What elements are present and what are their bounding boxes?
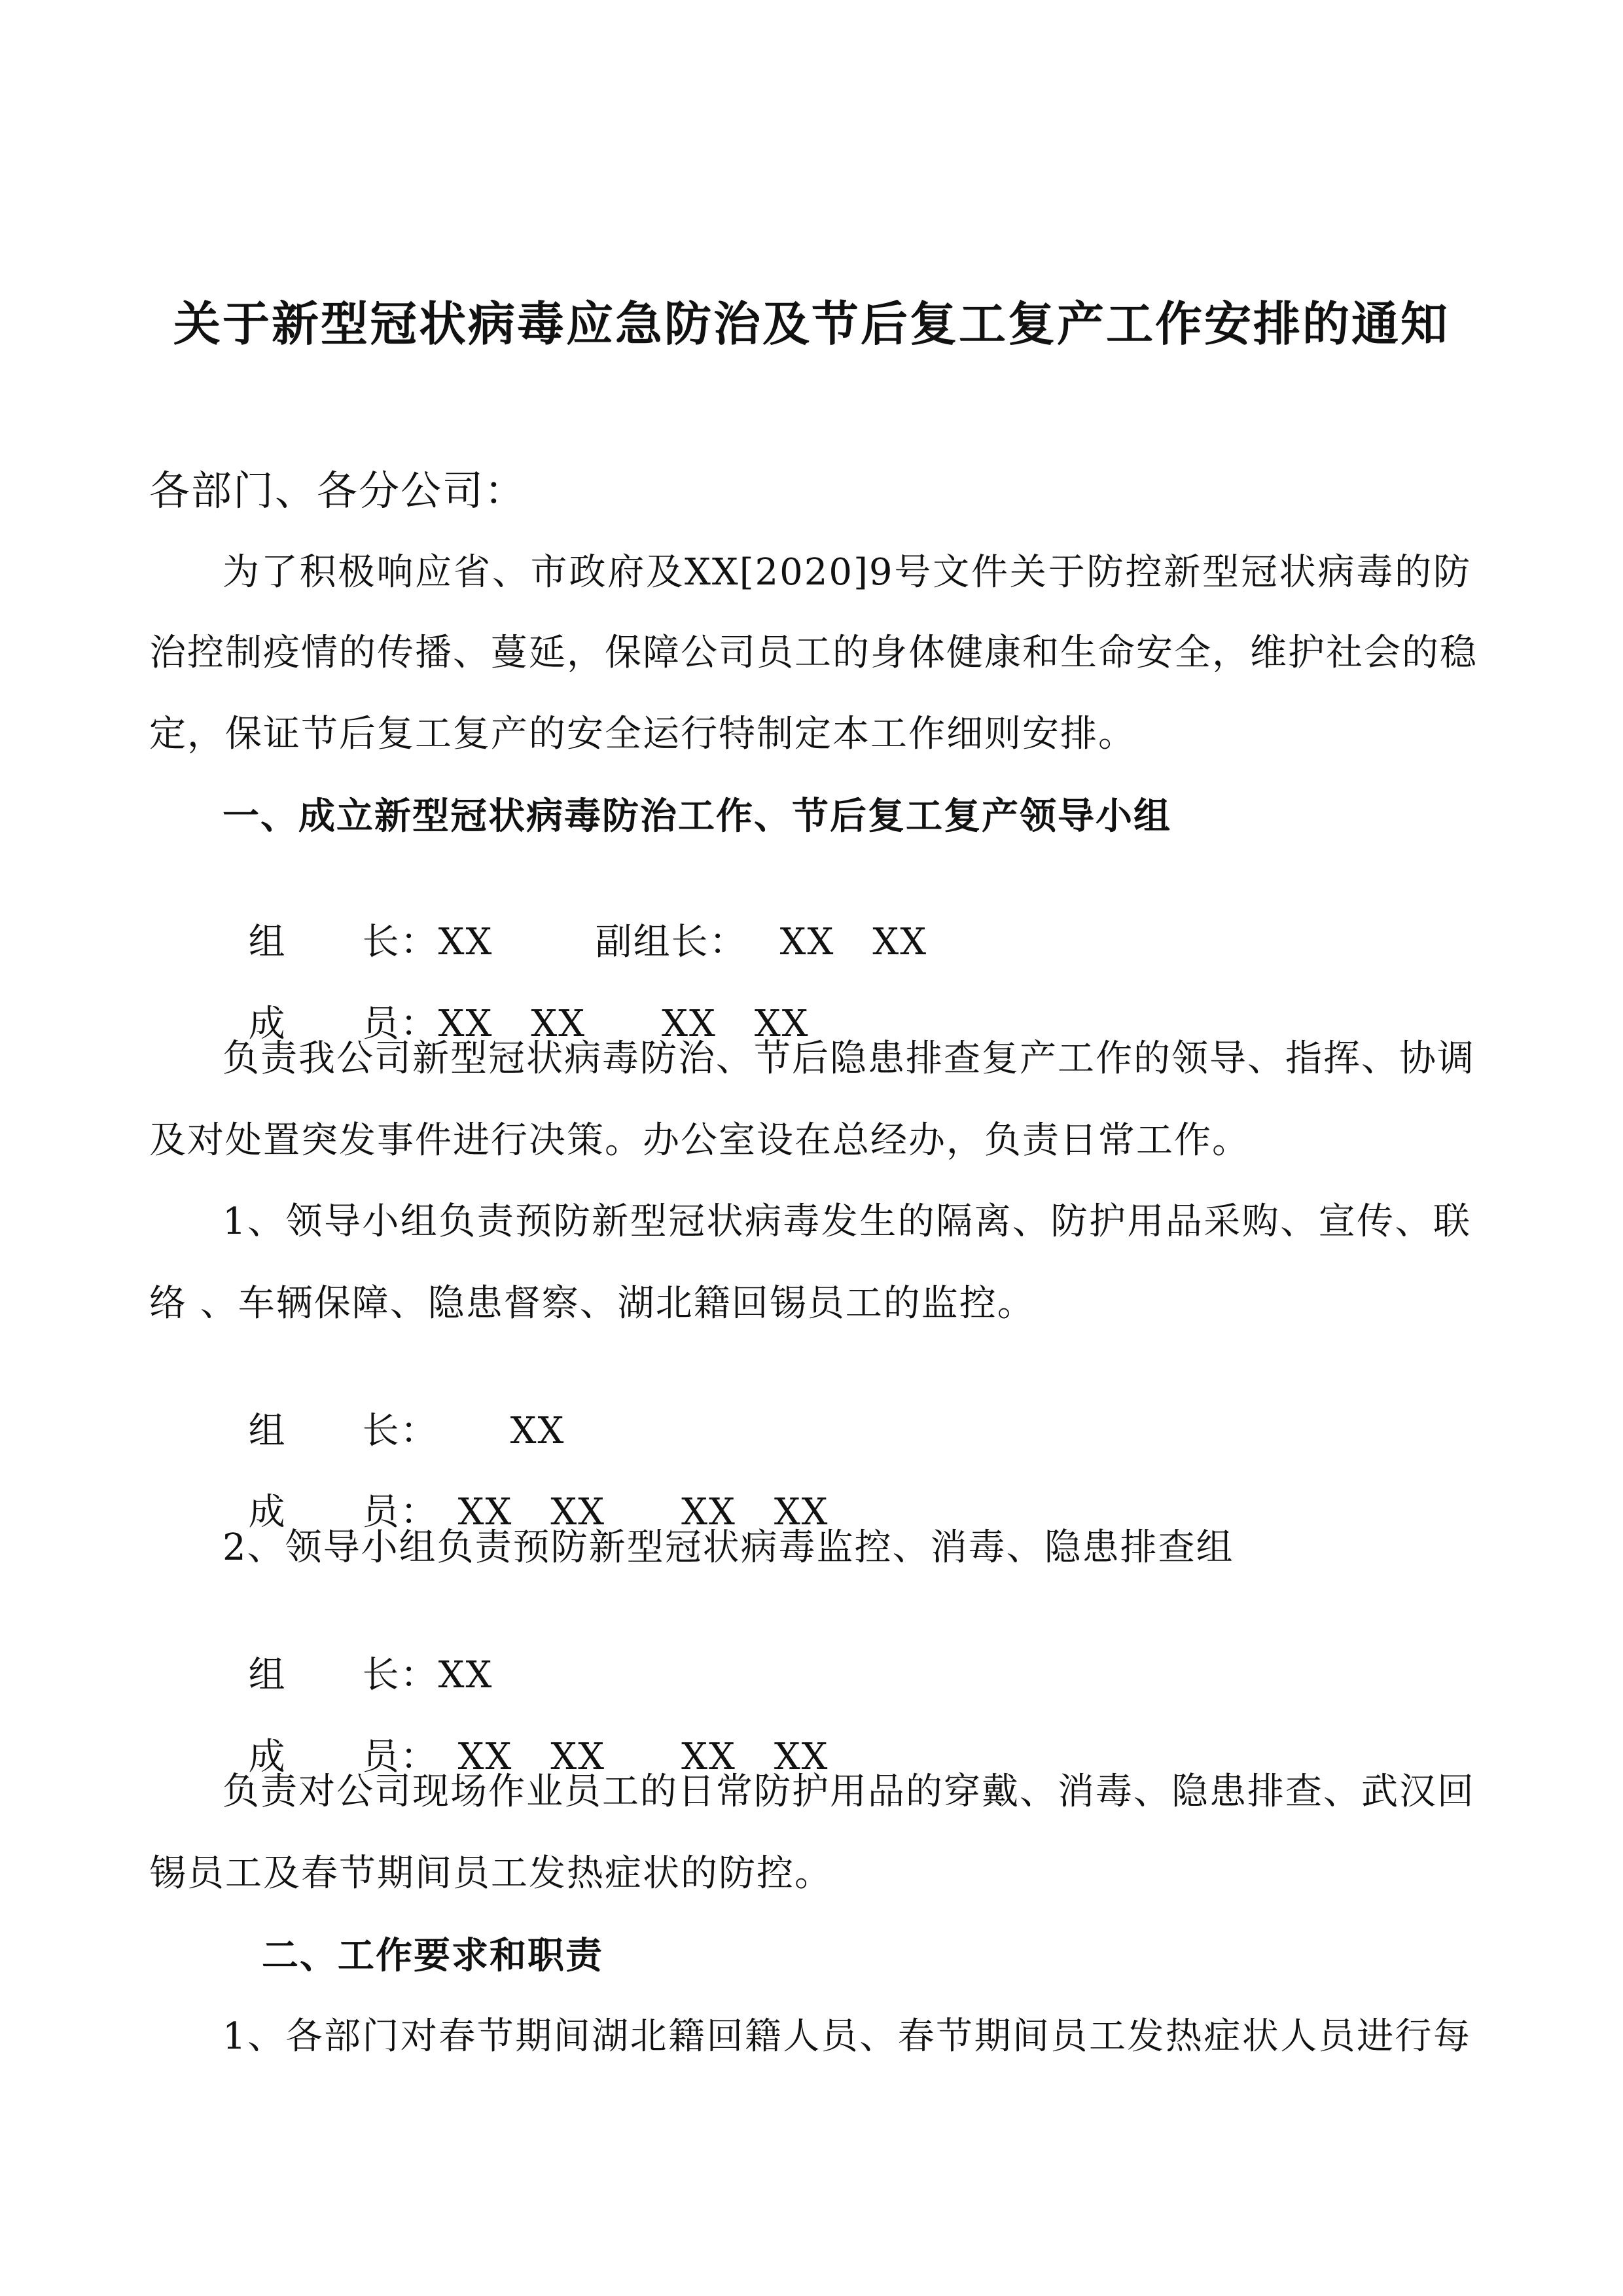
item2-leader-value: XX <box>438 1654 493 1696</box>
section1-deputy-row <box>569 874 927 965</box>
section1-duty-line-2: 及对处置突发事件进行决策。办公室设在总经办，负责日常工作。 <box>149 1119 1250 1162</box>
members-value: XX XX XX XX <box>438 1003 810 1045</box>
deputy-value: XX XX <box>779 921 928 963</box>
section1-heading: 一、成立新型冠状病毒防治工作、节后复工复产领导小组 <box>223 795 1171 838</box>
item2-duty-line-1: 负责对公司现场作业员工的日常防护用品的穿戴、消毒、隐患排查、武汉回 <box>223 1770 1475 1813</box>
salutation: 各部门、各分公司： <box>149 467 527 514</box>
item1-leader-row <box>223 1363 565 1454</box>
item1-members-label: 成 员： <box>248 1491 438 1534</box>
section1-members-row <box>223 956 810 1047</box>
intro-line-1: 为了积极响应省、市政府及XX[2020]9号文件关于防控新型冠状病毒的防 <box>223 551 1471 594</box>
item1-members-row <box>223 1444 829 1535</box>
section1-duty-line-1: 负责我公司新型冠状病毒防治、节后隐患排查复产工作的领导、指挥、协调 <box>223 1037 1475 1080</box>
item2-duty-line-2: 锡员工及春节期间员工发热症状的防控。 <box>149 1852 832 1895</box>
deputy-label: 副组长： <box>595 921 747 963</box>
section2-heading: 二、工作要求和职责 <box>262 1934 603 1977</box>
item2-leader-row <box>223 1607 493 1698</box>
item1-leader-label: 组 长： <box>248 1410 438 1452</box>
item2-line: 2、领导小组负责预防新型冠状病毒监控、消毒、隐患排查组 <box>223 1526 1234 1569</box>
intro-line-3: 定，保证节后复工复产的安全运行特制定本工作细则安排。 <box>149 713 1136 755</box>
intro-line-2: 治控制疫情的传播、蔓延，保障公司员工的身体健康和生命安全，维护社会的稳 <box>149 632 1478 674</box>
item2-leader-label: 组 长： <box>248 1654 438 1696</box>
document-title: 关于新型冠状病毒应急防治及节后复工复产工作安排的通知 <box>173 296 1450 351</box>
section2-item1: 1、各部门对春节期间湖北籍回籍人员、春节期间员工发热症状人员进行每 <box>223 2015 1471 2058</box>
section1-leader-row <box>223 874 493 965</box>
leader-value: XX <box>438 921 493 963</box>
item2-members-row <box>223 1689 829 1780</box>
item1-line-2: 络 、车辆保障、隐患督察、湖北籍回锡员工的监控。 <box>149 1282 1035 1325</box>
item1-members-value: XX XX XX XX <box>457 1491 829 1534</box>
item2-members-label: 成 员： <box>248 1736 438 1778</box>
item1-leader-value: XX <box>510 1410 565 1452</box>
item1-line-1: 1、领导小组负责预防新型冠状病毒发生的隔离、防护用品采购、宣传、联 <box>223 1200 1471 1243</box>
leader-label: 组 长： <box>248 921 438 963</box>
item2-members-value: XX XX XX XX <box>457 1736 829 1778</box>
members-label: 成 员： <box>248 1003 438 1045</box>
